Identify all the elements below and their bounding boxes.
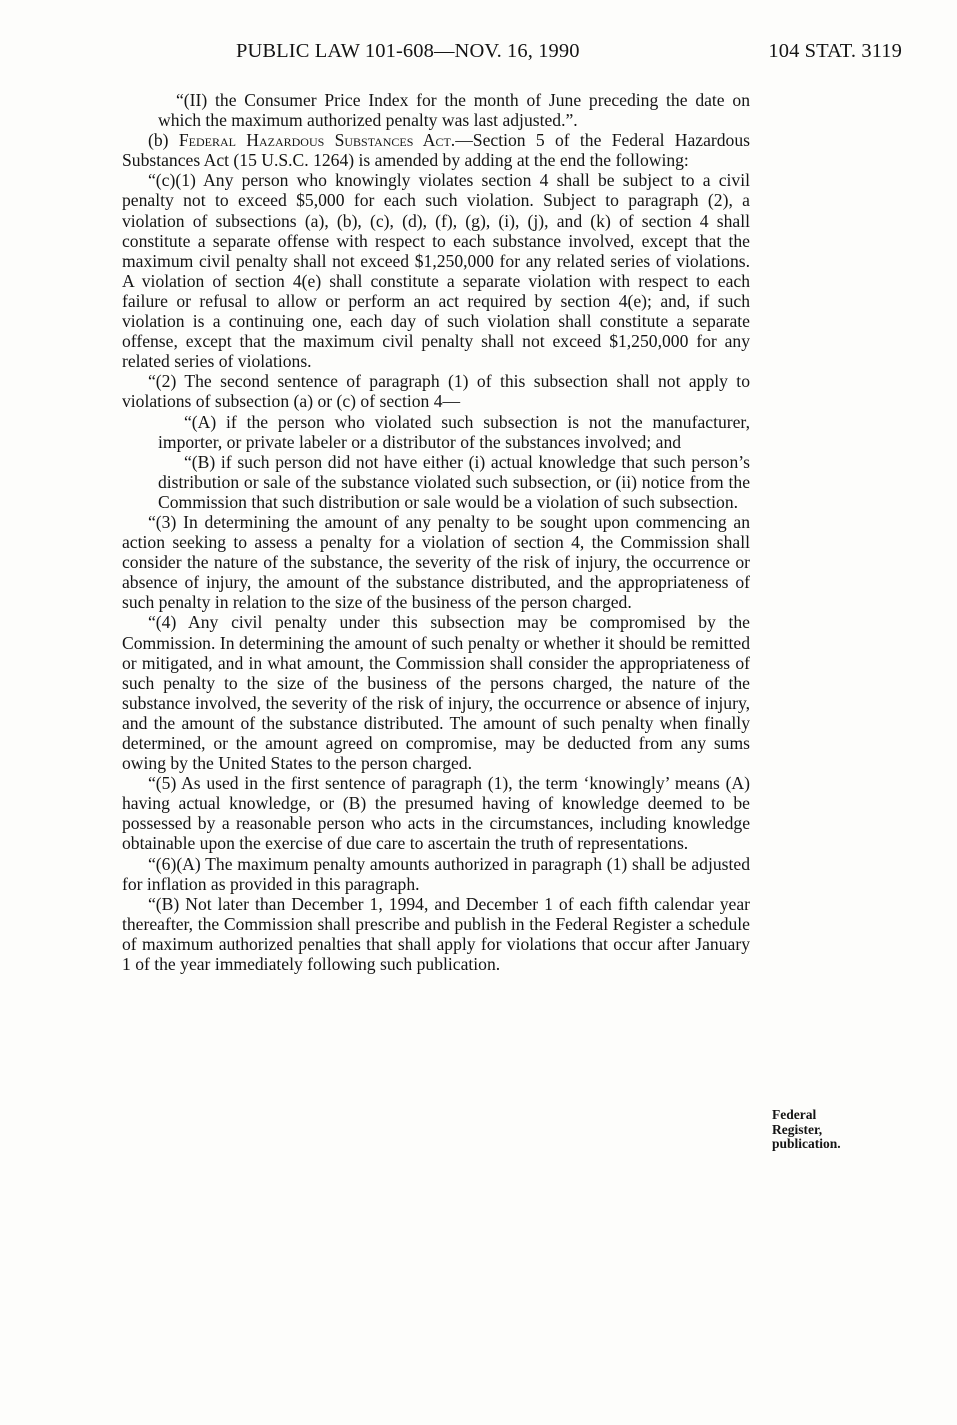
paragraph-c-2-b: “(B) if such person did not have either (i) actual knowledge that such person’s distribution or sale of the substance violated such subsection, or (ii) notice from the Commission that such distribution or sale would be a violation of such subsection.	[158, 451, 750, 512]
stat-page-number: 104 STAT. 3119	[768, 40, 902, 62]
page-title: PUBLIC LAW 101-608—NOV. 16, 1990	[236, 40, 580, 62]
margin-note-line: Register,	[772, 1121, 823, 1137]
margin-note-line: Federal	[772, 1107, 817, 1122]
paragraph-c-5: “(5) As used in the first sentence of paragraph (1), the term ‘knowingly’ means (A) having actual knowledge, or (B) the presumed having of knowledge deemed to be possessed by a reasonable person who acts in the circumstances, including knowledge obtainable upon the exercise of due care to ascertain the truth of representations.	[122, 773, 750, 854]
subsection-text: .—Section 5 of the Federal Hazardous Substances Act (15 U.S.C. 1264) is amended by adding at the end the following:	[122, 130, 750, 171]
margin-note	[772, 1108, 882, 1152]
subsection-heading: Federal Hazardous Substances Act	[178, 130, 451, 151]
margin-note-line: publication.	[772, 1136, 841, 1151]
paragraph-c-3: “(3) In determining the amount of any penalty to be sought upon commencing an action seeking to assess a penalty for a violation of section 4, the Commission shall consider the nature of the substance, the severity of the risk of injury, the occurrence or absence of injury, the amount of the substance distributed, and the appropriateness of such penalty in relation to the size of the business of the person charged.	[122, 511, 750, 613]
paragraph-c-2: “(2) The second sentence of paragraph (1) of this subsection shall not apply to violations of subsection (a) or (c) of section 4—	[122, 371, 750, 412]
paragraph-c-6-b: “(B) Not later than December 1, 1994, and December 1 of each fifth calendar year thereafter, the Commission shall prescribe and publish in the Federal Register a schedule of maximum authorized penalties that shall apply for violations that occur after January 1 of the year immediately following such publication.	[122, 893, 750, 975]
paragraph-subsection-b	[122, 130, 750, 170]
paragraph-c-4: “(4) Any civil penalty under this subsection may be compromised by the Commission. In determining the amount of such penalty or whether it should be remitted or mitigated, and in what amount, the Commission shall consider the appropriateness of such penalty to the size of the business of the persons charged, the nature of the substance involved, the severity of the risk of injury, the occurrence or absence of injury, and the amount of the substance distributed. The amount of such penalty when finally determined, or the amount agreed on compromise, may be deducted from any sums owing by the United States to the person charged.	[122, 612, 750, 774]
paragraph-c-1: “(c)(1) Any person who knowingly violates section 4 shall be subject to a civil penalty not to exceed $5,000 for each such violation. Subject to paragraph (2), a violation of subsections (a), (b), (c), (d), (f), (g), (i), (j), and (k) of section 4 shall constitute a separate offense with respect to each substance involved, except that the maximum civil penalty shall not exceed $1,250,000 for any related series of violations. A violation of section 4(e) shall constitute a separate violation with respect to each failure or refusal to allow or perform an act required by section 4(e); and, if such violation is a continuing one, each day of such violation shall constitute a separate offense, except that the maximum civil penalty shall not exceed $1,250,000 for any related series of violations.	[122, 170, 750, 372]
paragraph-c-6-a: “(6)(A) The maximum penalty amounts authorized in paragraph (1) shall be adjusted for inflation as provided in this paragraph.	[122, 853, 750, 894]
paragraph-cpi-clause: “(II) the Consumer Price Index for the month of June preceding the date on which the maximum authorized penalty was last adjusted.”.	[158, 90, 750, 131]
running-header	[236, 40, 902, 70]
paragraph-c-2-a: “(A) if the person who violated such subsection is not the manufacturer, importer, or private labeler or a distributor of the substances involved; and	[158, 411, 750, 452]
document-body	[122, 90, 750, 974]
subsection-label: (b)	[148, 130, 179, 151]
